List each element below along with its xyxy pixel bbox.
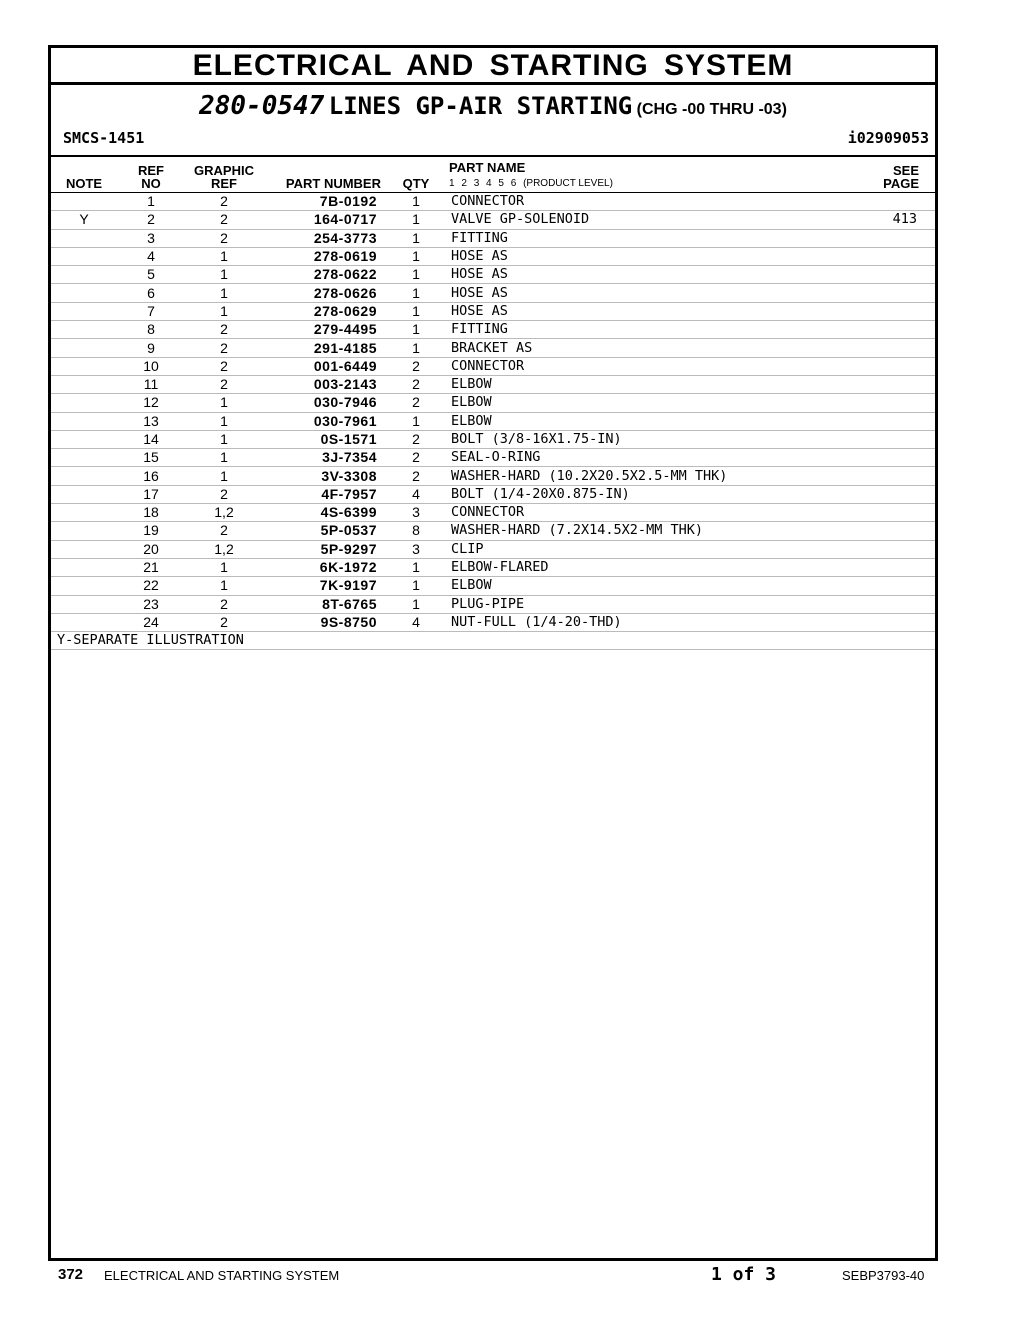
table-row [51,193,935,211]
part-name-cell: WASHER-HARD (10.2X20.5X2.5-MM THK) [449,467,839,485]
ref-no-cell: 6 [117,284,185,302]
parts-page-frame [48,45,938,1261]
ref-no-cell: 20 [117,540,185,558]
qty-cell: 1 [383,412,449,430]
table-row [51,357,935,375]
ref-no-cell: 10 [117,357,185,375]
part-number-cell: 7K-9197 [263,577,383,595]
table-row [51,266,935,284]
group-name: LINES GP-AIR STARTING [328,92,633,120]
graphic-ref-cell: 1 [185,558,263,576]
part-number-cell: 001-6449 [263,357,383,375]
col-part-name: PART NAME 1 2 3 4 5 6 (PRODUCT LEVEL) [449,157,839,193]
graphic-ref-cell: 1 [185,394,263,412]
part-name-cell: ELBOW [449,394,839,412]
qty-cell: 8 [383,522,449,540]
part-number-cell: 254-3773 [263,229,383,247]
col-part-number: PART NUMBER [263,157,383,193]
part-number-cell: 9S-8750 [263,613,383,631]
table-row [51,577,935,595]
see-page-cell [839,302,935,320]
see-page-cell [839,558,935,576]
ref-no-cell: 17 [117,485,185,503]
qty-cell: 1 [383,193,449,211]
ref-no-cell: 15 [117,449,185,467]
product-levels: 1 2 3 4 5 6 (PRODUCT LEVEL) [449,178,613,189]
table-row [51,613,935,631]
part-number-cell: 030-7961 [263,412,383,430]
part-name-cell: WASHER-HARD (7.2X14.5X2-MM THK) [449,522,839,540]
col-ref-no: REF NO [117,157,185,193]
graphic-ref-cell: 2 [185,522,263,540]
part-name-cell: VALVE GP-SOLENOID [449,211,839,229]
table-row [51,540,935,558]
col-note: NOTE [51,157,117,193]
see-page-cell [839,394,935,412]
part-number-cell: 4S-6399 [263,504,383,522]
qty-cell: 1 [383,558,449,576]
part-number-cell: 8T-6765 [263,595,383,613]
table-row [51,595,935,613]
note-cell [51,540,117,558]
see-page-cell [839,266,935,284]
table-row [51,504,935,522]
part-name-cell: CONNECTOR [449,504,839,522]
footer-page-of: 1 of 3 [711,1264,777,1285]
table-row [51,229,935,247]
part-number-cell: 6K-1972 [263,558,383,576]
ref-no-cell: 23 [117,595,185,613]
table-row [51,302,935,320]
see-page-cell [839,357,935,375]
graphic-ref-cell: 2 [185,321,263,339]
table-row [51,412,935,430]
illustration-id: i02909053 [847,129,929,147]
see-page-cell [839,522,935,540]
part-name-cell: ELBOW [449,375,839,393]
change-range: (CHG -00 THRU -03) [636,101,787,118]
graphic-ref-cell: 2 [185,211,263,229]
note-cell [51,485,117,503]
ref-no-cell: 8 [117,321,185,339]
graphic-ref-cell: 2 [185,613,263,631]
group-title-line [51,91,935,121]
ref-no-cell: 7 [117,302,185,320]
qty-cell: 4 [383,485,449,503]
qty-cell: 1 [383,339,449,357]
table-row [51,284,935,302]
note-cell [51,394,117,412]
note-cell [51,229,117,247]
qty-cell: 2 [383,357,449,375]
graphic-ref-cell: 1 [185,449,263,467]
part-number-cell: 3V-3308 [263,467,383,485]
part-number-cell: 278-0622 [263,266,383,284]
part-name-cell: PLUG-PIPE [449,595,839,613]
qty-cell: 1 [383,266,449,284]
part-name-cell: BRACKET AS [449,339,839,357]
part-name-cell: ELBOW-FLARED [449,558,839,576]
qty-cell: 2 [383,394,449,412]
part-name-cell: ELBOW [449,412,839,430]
part-name-cell: HOSE AS [449,247,839,265]
note-cell: Y [51,211,117,229]
qty-cell: 4 [383,613,449,631]
see-page-cell [839,595,935,613]
note-cell [51,247,117,265]
graphic-ref-cell: 2 [185,357,263,375]
footnote-row [51,632,935,650]
note-cell [51,430,117,448]
qty-cell: 1 [383,247,449,265]
footer-section: ELECTRICAL AND STARTING SYSTEM [104,1268,340,1283]
note-cell [51,284,117,302]
table-row [51,558,935,576]
graphic-ref-cell: 1 [185,247,263,265]
ref-no-cell: 14 [117,430,185,448]
qty-cell: 1 [383,211,449,229]
table-row [51,339,935,357]
see-page-cell [839,229,935,247]
graphic-ref-cell: 1 [185,284,263,302]
part-name-cell: HOSE AS [449,302,839,320]
graphic-ref-cell: 1,2 [185,540,263,558]
part-name-cell: ELBOW [449,577,839,595]
group-header [51,85,935,157]
graphic-ref-cell: 2 [185,339,263,357]
part-name-cell: HOSE AS [449,284,839,302]
graphic-ref-cell: 1 [185,412,263,430]
note-cell [51,321,117,339]
note-cell [51,193,117,211]
see-page-cell [839,467,935,485]
see-page-cell [839,577,935,595]
note-cell [51,339,117,357]
see-page-cell [839,449,935,467]
see-page-cell [839,284,935,302]
part-number-cell: 278-0626 [263,284,383,302]
ref-no-cell: 5 [117,266,185,284]
qty-cell: 1 [383,229,449,247]
table-row [51,211,935,229]
see-page-cell [839,613,935,631]
note-cell [51,504,117,522]
part-number-cell: 4F-7957 [263,485,383,503]
ref-no-cell: 22 [117,577,185,595]
table-row [51,247,935,265]
part-name-cell: BOLT (3/8-16X1.75-IN) [449,430,839,448]
group-number: 280-0547 [199,91,325,121]
qty-cell: 2 [383,449,449,467]
part-number-cell: 7B-0192 [263,193,383,211]
ref-no-cell: 18 [117,504,185,522]
note-cell [51,375,117,393]
part-number-cell: 5P-0537 [263,522,383,540]
see-page-cell [839,504,935,522]
part-name-cell: CONNECTOR [449,193,839,211]
table-row [51,321,935,339]
part-number-cell: 278-0629 [263,302,383,320]
part-name-cell: BOLT (1/4-20X0.875-IN) [449,485,839,503]
note-cell [51,302,117,320]
note-cell [51,595,117,613]
smcs-code: SMCS-1451 [63,129,145,147]
part-number-cell: 5P-9297 [263,540,383,558]
qty-cell: 1 [383,302,449,320]
part-name-cell: FITTING [449,229,839,247]
graphic-ref-cell: 1,2 [185,504,263,522]
part-name-cell: FITTING [449,321,839,339]
part-number-cell: 0S-1571 [263,430,383,448]
table-row [51,467,935,485]
qty-cell: 3 [383,504,449,522]
table-row [51,485,935,503]
see-page-cell [839,485,935,503]
ref-no-cell: 4 [117,247,185,265]
part-number-cell: 279-4495 [263,321,383,339]
graphic-ref-cell: 2 [185,193,263,211]
ref-no-cell: 11 [117,375,185,393]
see-page-cell [839,375,935,393]
qty-cell: 2 [383,430,449,448]
see-page-cell [839,193,935,211]
qty-cell: 3 [383,540,449,558]
table-row [51,430,935,448]
ref-no-cell: 19 [117,522,185,540]
graphic-ref-cell: 1 [185,430,263,448]
qty-cell: 1 [383,321,449,339]
note-cell [51,558,117,576]
part-name-cell: CONNECTOR [449,357,839,375]
part-number-cell: 030-7946 [263,394,383,412]
note-cell [51,412,117,430]
note-cell [51,449,117,467]
ref-no-cell: 9 [117,339,185,357]
graphic-ref-cell: 2 [185,375,263,393]
graphic-ref-cell: 1 [185,302,263,320]
part-number-cell: 278-0619 [263,247,383,265]
qty-cell: 2 [383,375,449,393]
qty-cell: 2 [383,467,449,485]
qty-cell: 1 [383,577,449,595]
table-row [51,522,935,540]
ref-no-cell: 16 [117,467,185,485]
ref-no-cell: 12 [117,394,185,412]
ref-no-cell: 21 [117,558,185,576]
graphic-ref-cell: 2 [185,229,263,247]
footnote: Y-SEPARATE ILLUSTRATION [51,632,935,650]
section-title: ELECTRICAL AND STARTING SYSTEM [51,48,935,85]
ref-no-cell: 1 [117,193,185,211]
see-page-cell [839,540,935,558]
ref-no-cell: 24 [117,613,185,631]
note-cell [51,266,117,284]
see-page-cell [839,412,935,430]
note-cell [51,467,117,485]
qty-cell: 1 [383,595,449,613]
graphic-ref-cell: 1 [185,266,263,284]
part-number-cell: 003-2143 [263,375,383,393]
part-name-cell: SEAL-O-RING [449,449,839,467]
part-name-cell: NUT-FULL (1/4-20-THD) [449,613,839,631]
part-name-cell: HOSE AS [449,266,839,284]
see-page-cell [839,339,935,357]
part-name-cell: CLIP [449,540,839,558]
table-row [51,375,935,393]
note-cell [51,522,117,540]
ref-no-cell: 2 [117,211,185,229]
graphic-ref-cell: 2 [185,595,263,613]
ref-no-cell: 3 [117,229,185,247]
note-cell [51,577,117,595]
col-see-page: SEE PAGE [839,157,935,193]
page-footer [0,1266,1020,1290]
qty-cell: 1 [383,284,449,302]
table-row [51,394,935,412]
graphic-ref-cell: 2 [185,485,263,503]
see-page-cell [839,321,935,339]
ref-no-cell: 13 [117,412,185,430]
col-graphic-ref: GRAPHIC REF [185,157,263,193]
see-page-cell: 413 [839,211,935,229]
parts-table [51,157,935,650]
see-page-cell [839,430,935,448]
see-page-cell [839,247,935,265]
part-number-cell: 3J-7354 [263,449,383,467]
graphic-ref-cell: 1 [185,577,263,595]
footer-page-number: 372 [58,1266,84,1283]
table-header-row [51,157,935,193]
table-row [51,449,935,467]
footer-document-id: SEBP3793-40 [842,1268,925,1283]
part-number-cell: 291-4185 [263,339,383,357]
part-number-cell: 164-0717 [263,211,383,229]
note-cell [51,613,117,631]
note-cell [51,357,117,375]
col-qty: QTY [383,157,449,193]
graphic-ref-cell: 1 [185,467,263,485]
